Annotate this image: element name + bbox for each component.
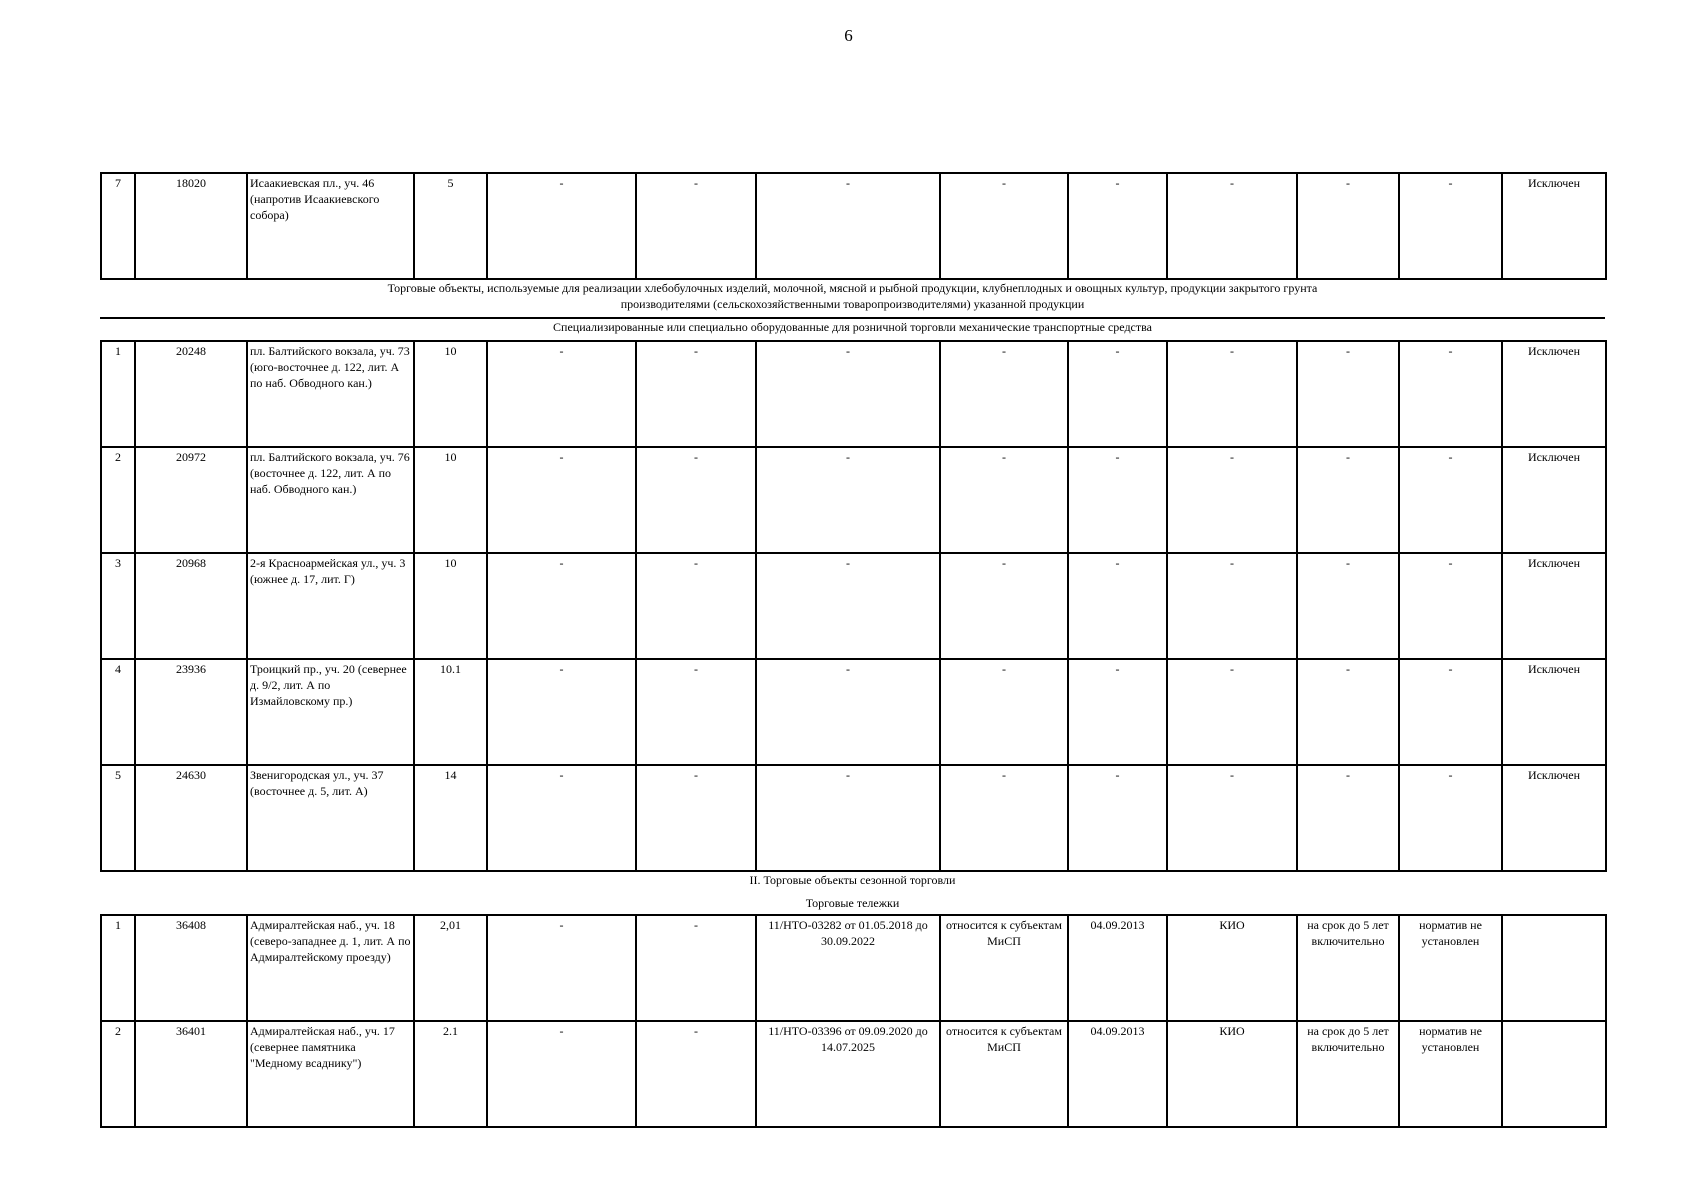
cell-status: Исключен — [1502, 553, 1606, 659]
cell-c12: - — [1399, 553, 1502, 659]
cell-status: Исключен — [1502, 173, 1606, 279]
cell-c5: - — [487, 659, 636, 765]
table-row — [101, 1021, 1606, 1127]
cell-c6: - — [636, 1021, 756, 1127]
cell-c6: - — [636, 447, 756, 553]
cell-status: Исключен — [1502, 659, 1606, 765]
cell-c7: - — [756, 553, 940, 659]
cell-num: 4 — [101, 659, 135, 765]
cell-address: Исаакиевская пл., уч. 46 (напротив Исаакиевского собора) — [247, 173, 414, 279]
cell-area: 10 — [414, 447, 487, 553]
cell-c9: - — [1068, 553, 1167, 659]
cell-c8: - — [940, 447, 1068, 553]
cell-c9: - — [1068, 173, 1167, 279]
table-row — [101, 341, 1606, 447]
cell-code: 36401 — [135, 1021, 247, 1127]
cell-c5: - — [487, 341, 636, 447]
cell-c8: - — [940, 553, 1068, 659]
cell-area: 10.1 — [414, 659, 487, 765]
cell-area: 5 — [414, 173, 487, 279]
table-top — [100, 172, 1607, 280]
cell-c8: относится к субъектам МиСП — [940, 1021, 1068, 1127]
cell-c7: 11/НТО-03282 от 01.05.2018 до 30.09.2022 — [756, 915, 940, 1021]
cell-c10: КИО — [1167, 915, 1297, 1021]
cell-c5: - — [487, 553, 636, 659]
cell-status: Исключен — [1502, 341, 1606, 447]
cell-code: 18020 — [135, 173, 247, 279]
table-row — [101, 915, 1606, 1021]
cell-address: Адмиралтейская наб., уч. 17 (севернее памятника "Медному всаднику") — [247, 1021, 414, 1127]
cell-address: Адмиралтейская наб., уч. 18 (северо-западнее д. 1, лит. А по Адмиралтейскому проезду) — [247, 915, 414, 1021]
cell-code: 20968 — [135, 553, 247, 659]
cell-c6: - — [636, 659, 756, 765]
cell-c11: - — [1297, 765, 1399, 871]
cell-c9: - — [1068, 765, 1167, 871]
cell-status — [1502, 915, 1606, 1021]
cell-c5: - — [487, 447, 636, 553]
cell-num: 1 — [101, 915, 135, 1021]
cell-c10: КИО — [1167, 1021, 1297, 1127]
cell-address: пл. Балтийского вокзала, уч. 73 (юго-восточнее д. 122, лит. А по наб. Обводного кан.) — [247, 341, 414, 447]
cell-c7: - — [756, 341, 940, 447]
cell-address: пл. Балтийского вокзала, уч. 76 (восточнее д. 122, лит. А по наб. Обводного кан.) — [247, 447, 414, 553]
cell-c11: на срок до 5 лет включительно — [1297, 1021, 1399, 1127]
cell-area: 10 — [414, 341, 487, 447]
cell-num: 2 — [101, 1021, 135, 1127]
cell-c11: - — [1297, 447, 1399, 553]
cell-num: 1 — [101, 341, 135, 447]
cell-status: Исключен — [1502, 447, 1606, 553]
cell-c7: - — [756, 659, 940, 765]
cell-c6: - — [636, 553, 756, 659]
cell-code: 20972 — [135, 447, 247, 553]
group-title-line1: Торговые объекты, используемые для реализации хлебобулочных изделий, молочной, мясной и рыбной продукции, клубнеплодных и овощных культур, продукции закрытого грунта — [387, 281, 1318, 295]
cell-num: 3 — [101, 553, 135, 659]
cell-c11: - — [1297, 173, 1399, 279]
cell-c11: на срок до 5 лет включительно — [1297, 915, 1399, 1021]
cell-c11: - — [1297, 341, 1399, 447]
cell-c6: - — [636, 765, 756, 871]
cell-c10: - — [1167, 765, 1297, 871]
cell-c7: - — [756, 447, 940, 553]
cell-c11: - — [1297, 553, 1399, 659]
section-subtitle: Торговые тележки — [805, 896, 900, 910]
table-row — [101, 659, 1606, 765]
cell-c8: - — [940, 659, 1068, 765]
cell-c12: норматив не установлен — [1399, 915, 1502, 1021]
cell-c10: - — [1167, 173, 1297, 279]
cell-c8: - — [940, 173, 1068, 279]
cell-code: 20248 — [135, 341, 247, 447]
cell-c6: - — [636, 341, 756, 447]
cell-c9: 04.09.2013 — [1068, 915, 1167, 1021]
cell-c12: - — [1399, 765, 1502, 871]
cell-c10: - — [1167, 447, 1297, 553]
cell-c8: - — [940, 341, 1068, 447]
page-number: 6 — [844, 26, 853, 45]
cell-num: 5 — [101, 765, 135, 871]
cell-num: 7 — [101, 173, 135, 279]
cell-c6: - — [636, 915, 756, 1021]
table-vehicles — [100, 340, 1607, 872]
cell-c5: - — [487, 765, 636, 871]
cell-c7: - — [756, 765, 940, 871]
cell-code: 36408 — [135, 915, 247, 1021]
cell-c5: - — [487, 173, 636, 279]
cell-address: Звенигородская ул., уч. 37 (восточнее д. 5, лит. А) — [247, 765, 414, 871]
cell-c11: - — [1297, 659, 1399, 765]
cell-c6: - — [636, 173, 756, 279]
table-row — [101, 173, 1606, 279]
cell-code: 24630 — [135, 765, 247, 871]
table-row — [101, 553, 1606, 659]
cell-c5: - — [487, 915, 636, 1021]
section-title: II. Торговые объекты сезонной торговли — [749, 873, 956, 887]
cell-c12: - — [1399, 341, 1502, 447]
table-row — [101, 447, 1606, 553]
cell-c5: - — [487, 1021, 636, 1127]
cell-status — [1502, 1021, 1606, 1127]
cell-c7: - — [756, 173, 940, 279]
cell-address: Троицкий пр., уч. 20 (севернее д. 9/2, лит. А по Измайловскому пр.) — [247, 659, 414, 765]
group-title-line2: производителями (сельскохозяйственными товаропроизводителями) указанной продукции — [620, 297, 1085, 311]
cell-c12: - — [1399, 659, 1502, 765]
cell-c8: относится к субъектам МиСП — [940, 915, 1068, 1021]
cell-c9: - — [1068, 447, 1167, 553]
cell-area: 2,01 — [414, 915, 487, 1021]
table-row — [101, 765, 1606, 871]
cell-address: 2-я Красноармейская ул., уч. 3 (южнее д. 17, лит. Г) — [247, 553, 414, 659]
cell-area: 10 — [414, 553, 487, 659]
cell-c9: - — [1068, 341, 1167, 447]
table-carts — [100, 914, 1607, 1128]
cell-c10: - — [1167, 341, 1297, 447]
cell-c8: - — [940, 765, 1068, 871]
group-divider — [100, 317, 1605, 319]
cell-c9: - — [1068, 659, 1167, 765]
cell-c10: - — [1167, 659, 1297, 765]
cell-code: 23936 — [135, 659, 247, 765]
cell-c7: 11/НТО-03396 от 09.09.2020 до 14.07.2025 — [756, 1021, 940, 1127]
cell-status: Исключен — [1502, 765, 1606, 871]
cell-c10: - — [1167, 553, 1297, 659]
group-subtitle: Специализированные или специально оборудованные для розничной торговли механические транспортные средства — [553, 320, 1152, 334]
cell-area: 14 — [414, 765, 487, 871]
cell-c12: норматив не установлен — [1399, 1021, 1502, 1127]
cell-c9: 04.09.2013 — [1068, 1021, 1167, 1127]
cell-c12: - — [1399, 173, 1502, 279]
cell-area: 2.1 — [414, 1021, 487, 1127]
cell-num: 2 — [101, 447, 135, 553]
cell-c12: - — [1399, 447, 1502, 553]
